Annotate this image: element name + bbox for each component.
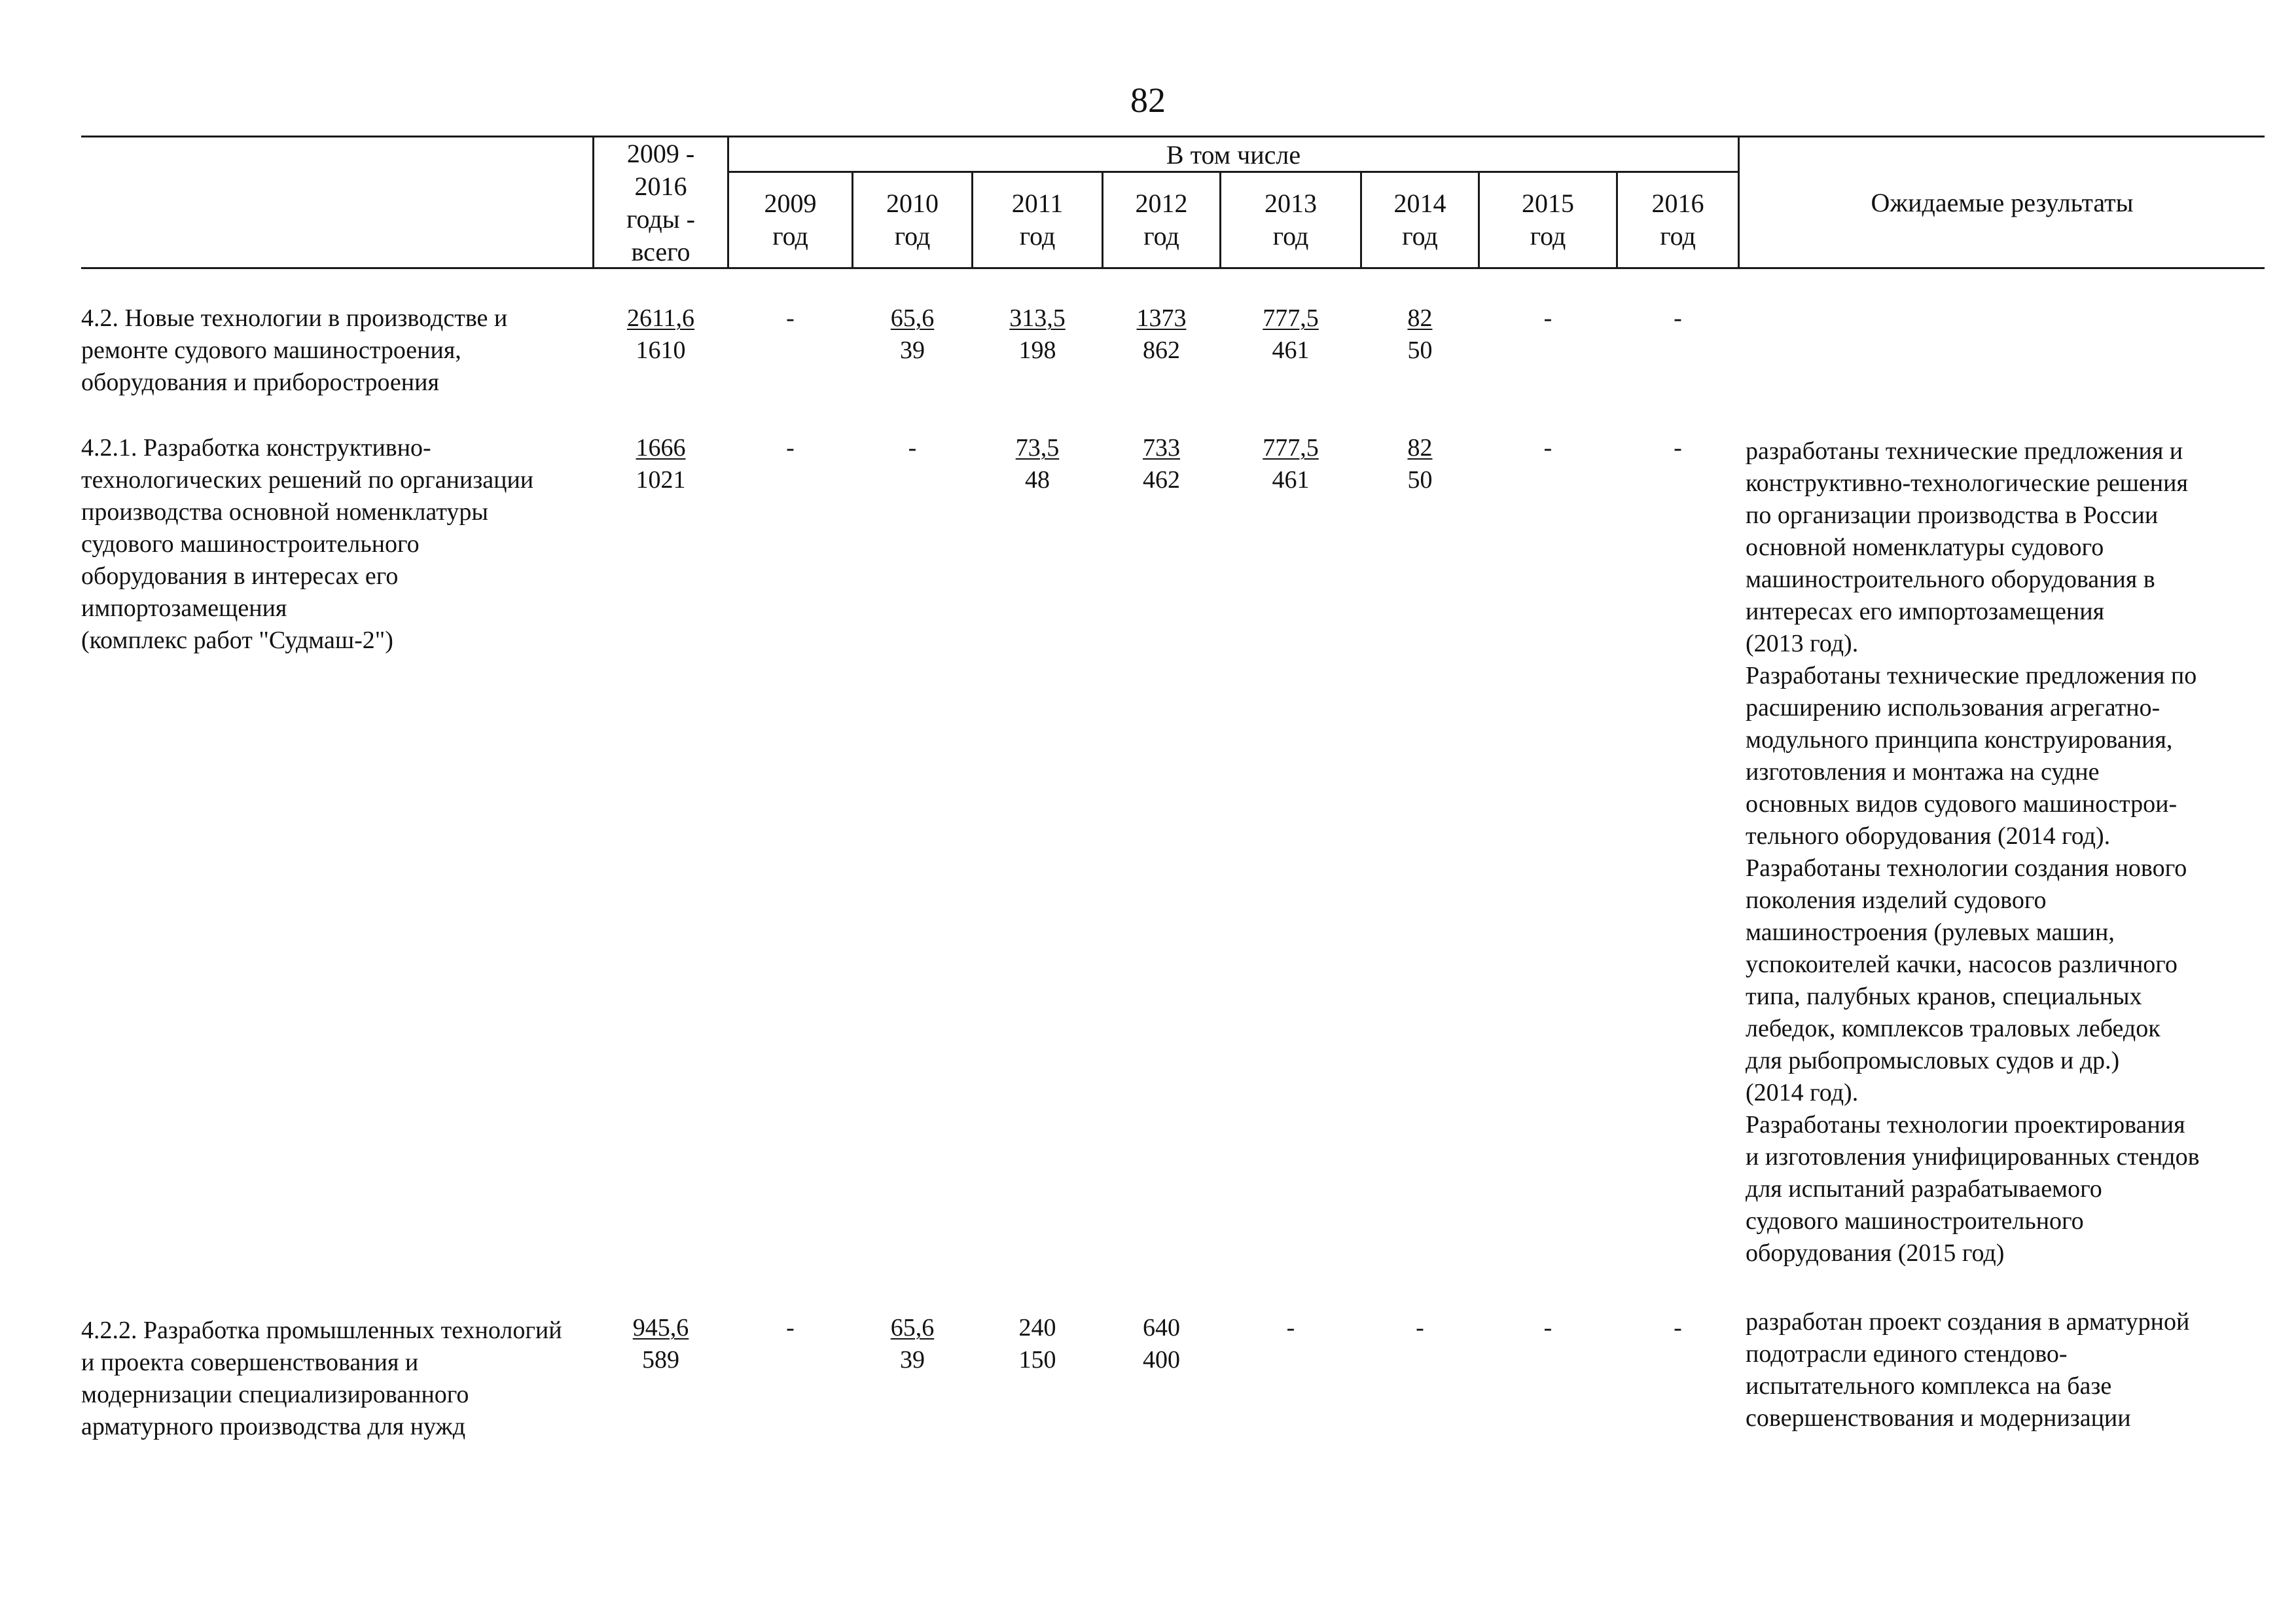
value-bottom: 39 (900, 337, 925, 364)
value-top: 777,5 (1263, 434, 1319, 462)
row-name-line: 4.2. Новые технологии в производстве и (81, 304, 508, 332)
result-line: конструктивно-технологические решения (1746, 469, 2188, 497)
row-4-2-1-results (1746, 435, 2200, 1269)
result-line: для рыбопромысловых судов и др.) (1746, 1047, 2120, 1074)
value-top: 945,6 (632, 1314, 689, 1341)
row-4-2-1-2009 (729, 432, 852, 464)
header-year-value: 2014 (1393, 189, 1446, 218)
value-dash: - (1543, 434, 1552, 462)
row-4-2-1-2015 (1480, 432, 1616, 464)
result-line: для испытаний разрабатываемого (1746, 1175, 2102, 1203)
value-top: 1666 (636, 434, 686, 462)
result-line: (2013 год). (1746, 630, 1859, 657)
row-4-2-2-2013 (1221, 1312, 1360, 1344)
value-dash: - (1674, 434, 1682, 462)
value-dash: - (1674, 1314, 1682, 1341)
header-year-2016 (1618, 187, 1738, 253)
result-line: совершенствования и модернизации (1746, 1404, 2131, 1432)
header-year-2009 (729, 187, 852, 253)
value-bottom: 150 (1018, 1346, 1056, 1374)
value-top: 82 (1407, 304, 1433, 332)
header-year-2011 (973, 187, 1102, 253)
value-top: 2611,6 (626, 304, 695, 332)
row-name-line: модернизации специализированного (81, 1381, 469, 1408)
row-name-4-2 (81, 302, 507, 399)
header-year-unit: год (1660, 221, 1696, 251)
value-top: 65,6 (890, 304, 935, 332)
row-name-line: (комплекс работ "Судмаш-2") (81, 627, 393, 654)
row-4-2-2013 (1221, 302, 1360, 367)
row-4-2-2-total (594, 1312, 727, 1376)
value-top: 733 (1143, 434, 1180, 462)
value-dash: - (786, 1314, 795, 1341)
result-line: подотрасли единого стендово- (1746, 1340, 2068, 1368)
value-top: 82 (1407, 434, 1433, 462)
row-4-2-1-total (594, 432, 727, 496)
row-4-2-1-2010 (853, 432, 971, 464)
row-4-2-1-2013 (1221, 432, 1360, 496)
value-dash: - (1543, 1314, 1552, 1341)
row-4-2-2-2009 (729, 1312, 852, 1344)
row-4-2-1-2014 (1362, 432, 1478, 496)
header-total-line: 2009 - (626, 139, 695, 168)
header-total-line: всего (631, 237, 691, 266)
row-4-2-2-2010 (853, 1312, 971, 1376)
value-dash: - (786, 304, 795, 332)
result-line: расширению использования агрегатно- (1746, 694, 2161, 721)
value-bottom: 461 (1272, 337, 1310, 364)
row-4-2-1-2011 (973, 432, 1102, 496)
value-top: 240 (1018, 1314, 1056, 1341)
row-4-2-2016 (1618, 302, 1738, 335)
row-4-2-2009 (729, 302, 852, 335)
header-total-column (594, 137, 727, 268)
header-group-label: В том числе (1166, 140, 1301, 170)
row-name-line: производства основной номенклатуры (81, 498, 488, 526)
result-line: типа, палубных кранов, специальных (1746, 983, 2142, 1010)
value-top: 313,5 (1009, 304, 1066, 332)
value-bottom: 400 (1143, 1346, 1180, 1374)
header-year-value: 2010 (886, 189, 939, 218)
row-name-line: оборудования в интересах его (81, 562, 399, 590)
result-line: тельного оборудования (2014 год). (1746, 822, 2111, 850)
header-year-unit: год (1402, 221, 1438, 251)
value-top: 65,6 (890, 1314, 935, 1341)
value-dash: - (1286, 1314, 1295, 1341)
row-4-2-1-2012 (1103, 432, 1219, 496)
value-bottom: 48 (1025, 466, 1050, 494)
row-name-4-2-2 (81, 1315, 562, 1443)
value-top: 1373 (1136, 304, 1187, 332)
value-bottom: 589 (642, 1346, 679, 1374)
value-bottom: 461 (1272, 466, 1310, 494)
value-top: 73,5 (1015, 434, 1060, 462)
value-top: 640 (1143, 1314, 1180, 1341)
row-4-2-2-2011 (973, 1312, 1102, 1376)
header-year-value: 2015 (1522, 189, 1574, 218)
row-name-line: 4.2.2. Разработка промышленных технологий (81, 1317, 562, 1344)
row-4-2-2-2016 (1618, 1312, 1738, 1344)
row-4-2-2-2014 (1362, 1312, 1478, 1344)
row-4-2-2-2012 (1103, 1312, 1219, 1376)
value-bottom: 862 (1143, 337, 1180, 364)
result-line: испытательного комплекса на базе (1746, 1372, 2112, 1400)
result-line: интересах его импортозамещения (1746, 598, 2105, 625)
header-year-unit: год (1019, 221, 1056, 251)
value-bottom: 462 (1143, 466, 1180, 494)
result-line: поколения изделий судового (1746, 886, 2047, 914)
result-line: Разработаны технологии проектирования (1746, 1111, 2185, 1139)
header-bottom-rule (81, 267, 2265, 269)
value-bottom: 1021 (636, 466, 686, 494)
header-year-unit: год (772, 221, 808, 251)
header-year-value: 2016 (1651, 189, 1704, 218)
row-4-2-2015 (1480, 302, 1616, 335)
header-year-unit: год (1272, 221, 1309, 251)
row-4-2-1-2016 (1618, 432, 1738, 464)
row-name-line: импортозамещения (81, 594, 287, 622)
row-4-2-2010 (853, 302, 971, 367)
result-line: модульного принципа конструирования, (1746, 726, 2173, 754)
header-year-unit: год (1530, 221, 1566, 251)
header-year-2013 (1221, 187, 1360, 253)
header-total-line: годы - (626, 204, 695, 234)
value-dash: - (1416, 1314, 1424, 1341)
value-bottom: 50 (1407, 466, 1433, 494)
page-number: 82 (1130, 81, 1166, 120)
result-line: изготовления и монтажа на судне (1746, 758, 2100, 786)
row-name-line: арматурного производства для нужд (81, 1413, 466, 1440)
result-line: Разработаны технические предложения по (1746, 662, 2197, 689)
value-bottom: 1610 (636, 337, 686, 364)
row-4-2-2-2015 (1480, 1312, 1616, 1344)
header-year-2012 (1103, 187, 1219, 253)
header-year-value: 2012 (1135, 189, 1188, 218)
header-year-unit: год (1143, 221, 1179, 251)
result-line: основных видов судового машинострои- (1746, 790, 2178, 818)
result-line: (2014 год). (1746, 1079, 1859, 1106)
row-4-2-2014 (1362, 302, 1478, 367)
row-name-line: и проекта совершенствования и (81, 1349, 419, 1376)
result-line: судового машиностроительного (1746, 1207, 2084, 1235)
header-total-line: 2016 (634, 172, 687, 201)
result-line: разработаны технические предложения и (1746, 437, 2183, 465)
row-name-line: судового машиностроительного (81, 530, 420, 558)
result-line: машиностроительного оборудования в (1746, 566, 2155, 593)
header-year-value: 2013 (1265, 189, 1317, 218)
row-4-2-2011 (973, 302, 1102, 367)
row-4-2-2-results (1746, 1306, 2189, 1434)
result-line: лебедок, комплексов траловых лебедок (1746, 1015, 2161, 1042)
header-year-2014 (1362, 187, 1478, 253)
header-year-2010 (853, 187, 971, 253)
result-line: основной номенклатуры судового (1746, 534, 2104, 561)
row-name-line: ремонте судового машиностроения, (81, 337, 461, 364)
value-top: 777,5 (1263, 304, 1319, 332)
value-dash: - (1674, 304, 1682, 332)
row-name-line: 4.2.1. Разработка конструктивно- (81, 434, 431, 462)
result-line: оборудования (2015 год) (1746, 1239, 2005, 1267)
result-line: разработан проект создания в арматурной (1746, 1308, 2190, 1336)
header-year-2015 (1480, 187, 1616, 253)
row-name-line: технологических решений по организации (81, 466, 534, 494)
value-bottom: 39 (900, 1346, 925, 1374)
result-line: по организации производства в России (1746, 501, 2159, 529)
header-year-unit: год (894, 221, 931, 251)
header-year-value: 2009 (764, 189, 817, 218)
value-bottom: 50 (1407, 337, 1433, 364)
result-line: машиностроения (рулевых машин, (1746, 919, 2115, 946)
header-results-label: Ожидаемые результаты (1871, 188, 2134, 217)
row-name-4-2-1 (81, 432, 533, 657)
value-bottom: 198 (1018, 337, 1056, 364)
result-line: и изготовления унифицированных стендов (1746, 1143, 2200, 1171)
row-4-2-total (594, 302, 727, 367)
value-dash: - (786, 434, 795, 462)
value-dash: - (908, 434, 917, 462)
header-year-value: 2011 (1011, 189, 1064, 218)
result-line: Разработаны технологии создания нового (1746, 854, 2187, 882)
header-top-rule (81, 136, 2265, 137)
row-name-line: оборудования и приборостроения (81, 369, 439, 396)
result-line: успокоителей качки, насосов различного (1746, 951, 2178, 978)
value-dash: - (1543, 304, 1552, 332)
row-4-2-2012 (1103, 302, 1219, 367)
